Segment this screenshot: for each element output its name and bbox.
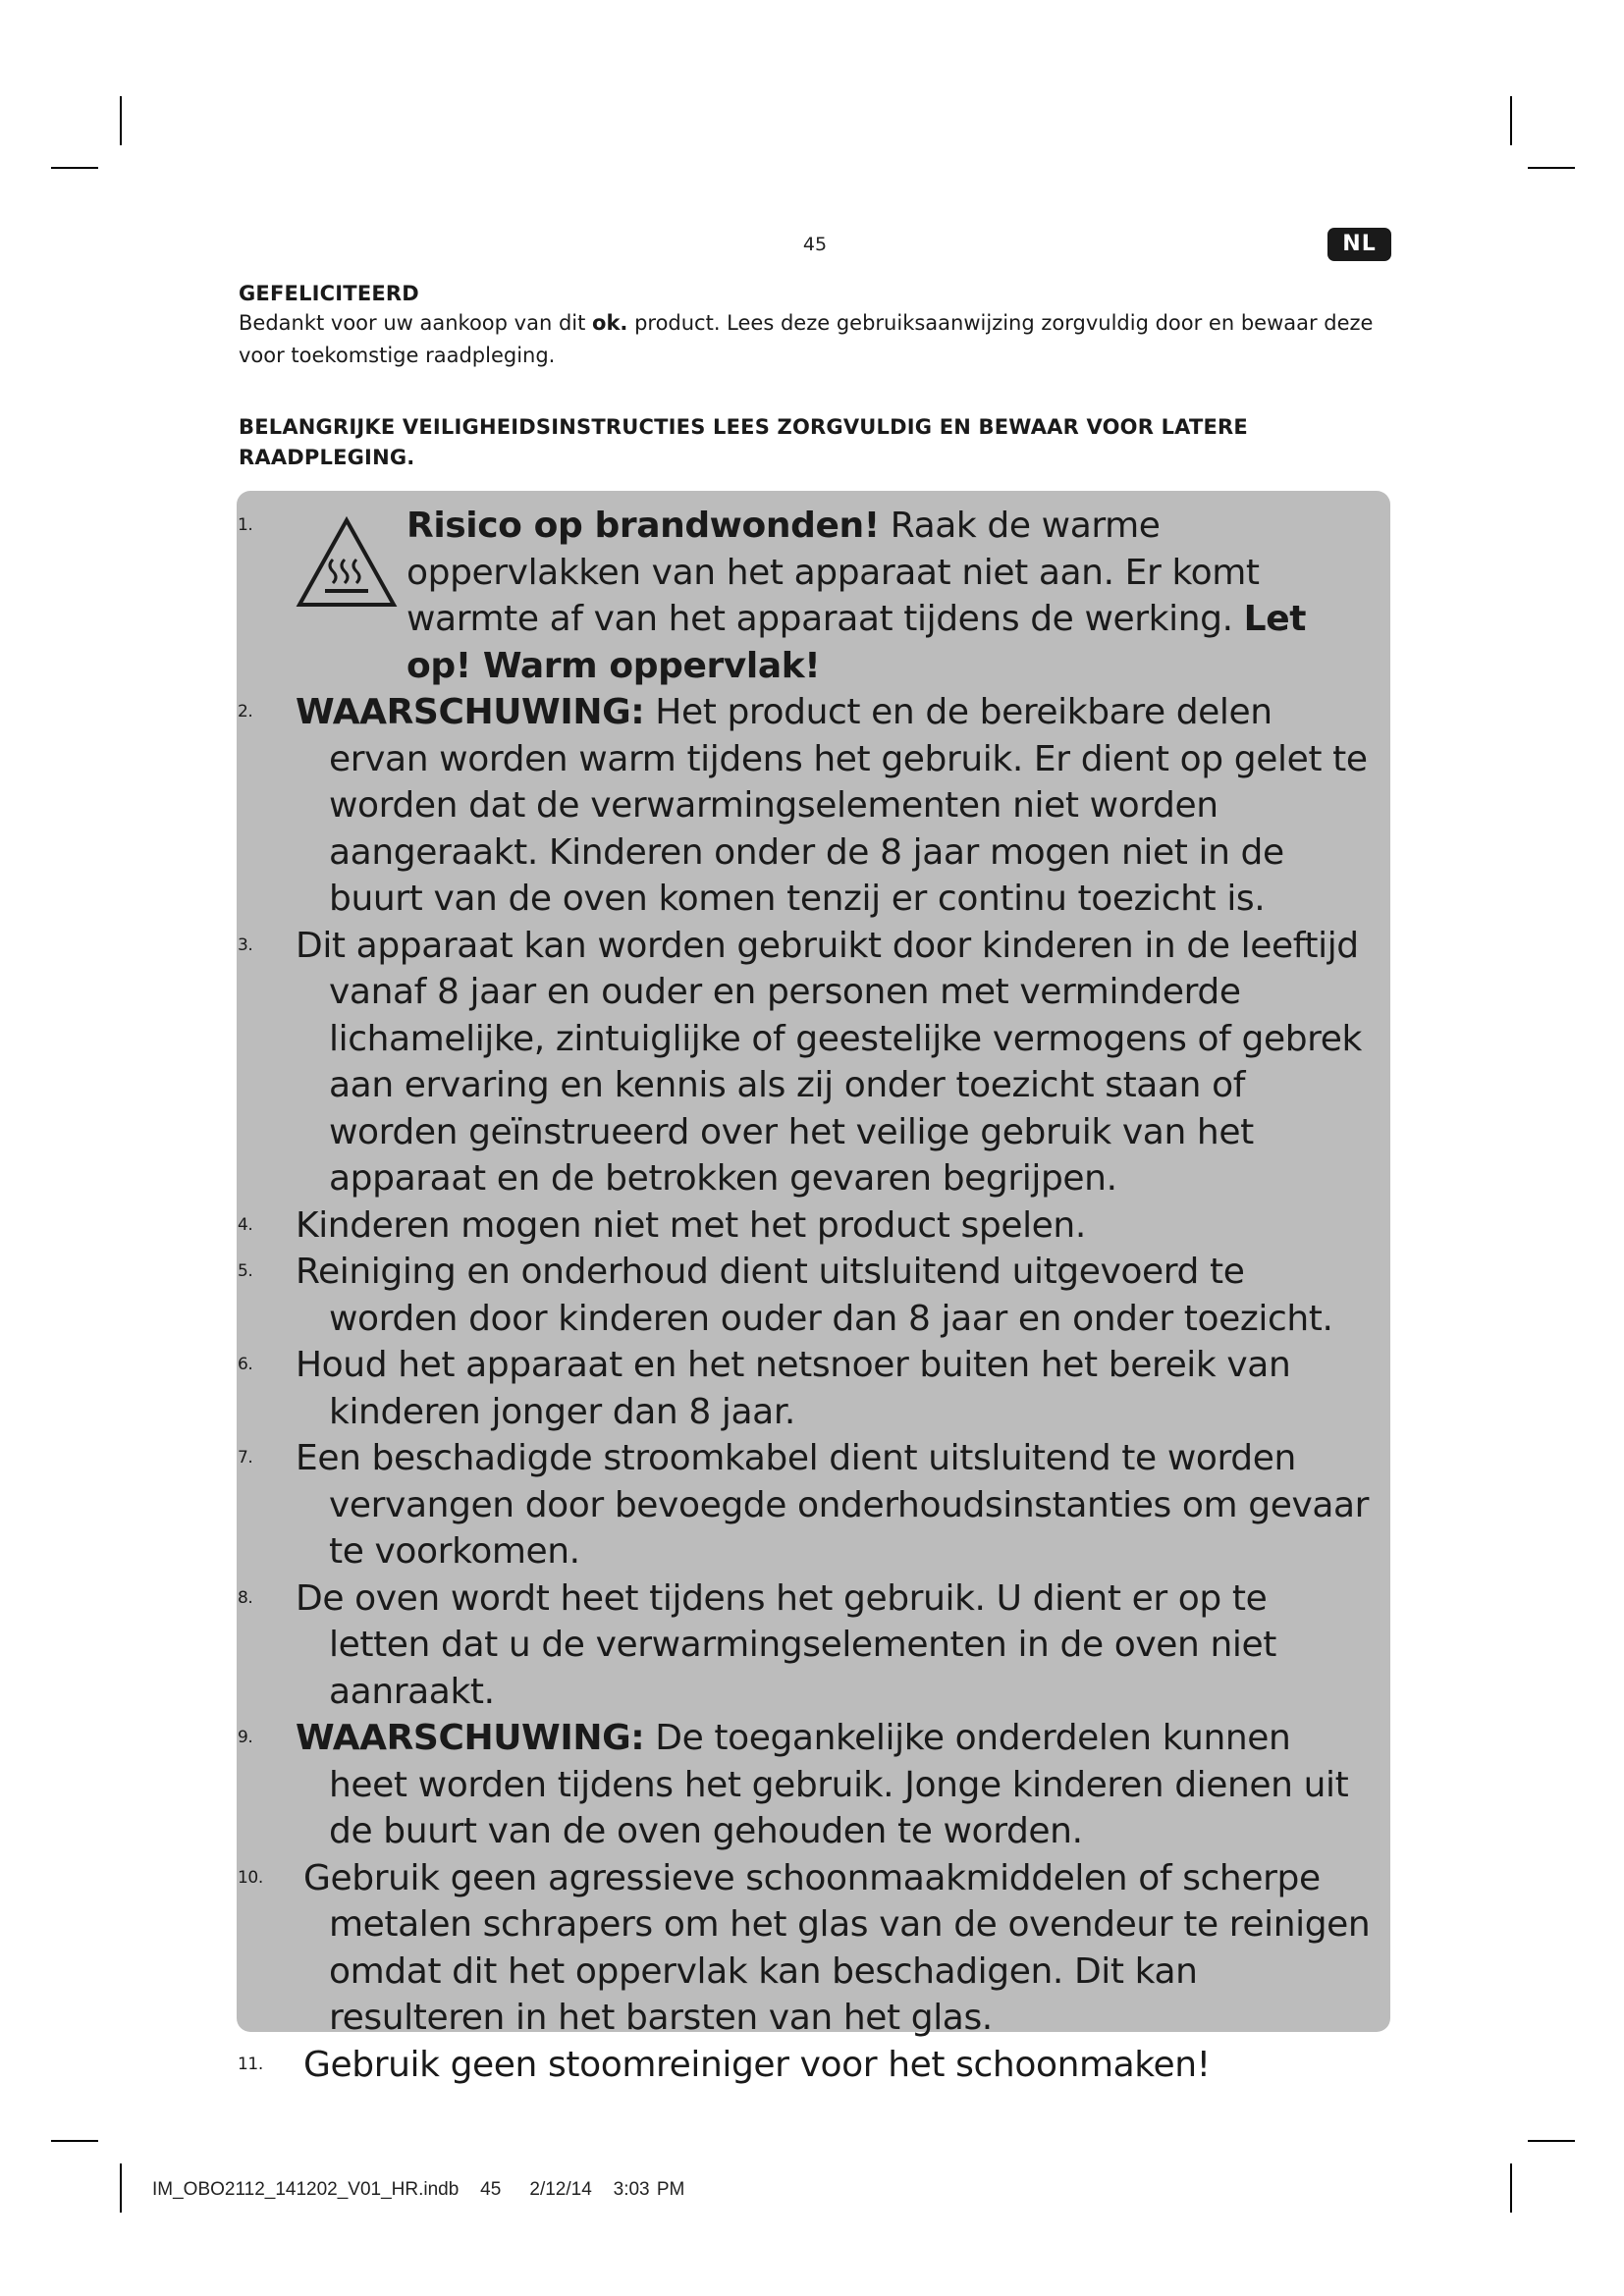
print-file-info: IM_OBO2112_141202_V01_HR.indb 45 2/12/14 3:03 PM bbox=[152, 2179, 685, 2200]
crop-mark bbox=[1528, 167, 1575, 169]
safety-list bbox=[237, 503, 1390, 2088]
item-number: 8. bbox=[238, 1587, 253, 1608]
item-text: Reiniging en onderhoud dient uitsluitend uitgevoerd te worden door kinderen ouder dan 8 jaar en onder toezicht. bbox=[296, 1252, 1333, 1339]
item-number: 11. bbox=[238, 2054, 263, 2074]
page-number: 45 bbox=[802, 234, 828, 255]
safety-item bbox=[237, 1715, 1390, 1855]
language-badge: NL bbox=[1327, 228, 1391, 261]
crop-mark bbox=[1528, 2140, 1575, 2142]
item-text: Gebruik geen agressieve schoonmaakmiddelen of scherpe metalen schrapers om het glas van de ovendeur te reinigen omdat dit het oppervlak kan beschadigen. Dit kan resulteren in het barsten van het glas. bbox=[303, 1857, 1371, 2038]
safety-item bbox=[237, 1435, 1390, 1575]
item-text: Dit apparaat kan worden gebruikt door kinderen in de leeftijd vanaf 8 jaar en ouder en personen met verminderde lichamelijke, zintuiglijke of geestelijke vermogens of gebrek aan ervaring en kennis als zij onder toezicht staan of worden geïnstrueerd over het veilige gebruik van het apparaat en de betrokken gevaren begrijpen. bbox=[296, 925, 1362, 1199]
item-text: De oven wordt heet tijdens het gebruik. U dient er op te letten dat u de verwarmingselementen in de oven niet aanraakt. bbox=[296, 1577, 1276, 1712]
safety-item bbox=[237, 1575, 1390, 1716]
item-text: Het product en de bereikbare delen ervan worden warm tijdens het gebruik. Er dient op gelet te worden dat de verwarmingselementen niet worden aangeraakt. Kinderen onder de 8 jaar mogen niet in de buurt van de oven komen tenzij er continu toezicht is. bbox=[329, 692, 1368, 919]
item-text: De toegankelijke onderdelen kunnen heet worden tijdens het gebruik. Jonge kinderen dienen uit de buurt van de oven gehouden te worden. bbox=[329, 1718, 1349, 1851]
item-number: 2. bbox=[238, 702, 253, 721]
safety-item bbox=[237, 1342, 1390, 1435]
item-number: 6. bbox=[238, 1355, 253, 1374]
item-number: 3. bbox=[238, 934, 253, 955]
item-text: Een beschadigde stroomkabel dient uitsluitend te worden vervangen door bevoegde onderhoudsinstanties om gevaar te voorkomen. bbox=[296, 1438, 1370, 1572]
item-text: Gebruik geen stoomreiniger voor het schoonmaken! bbox=[303, 2044, 1211, 2085]
crop-mark bbox=[51, 2140, 98, 2142]
safety-item bbox=[237, 1249, 1390, 1342]
intro-text-end: product. Lees deze gebruiksaanwijzing zorgvuldig door en bewaar deze voor toekomstige raadpleging. bbox=[239, 311, 1374, 367]
item-tail: Let op! Warm oppervlak! bbox=[406, 599, 1307, 686]
intro-heading: GEFELICITEERD bbox=[239, 282, 419, 305]
item-lead: WAARSCHUWING: bbox=[296, 1718, 645, 1758]
crop-mark bbox=[1510, 96, 1512, 145]
crop-mark bbox=[51, 167, 98, 169]
item-lead: WAARSCHUWING: bbox=[296, 692, 645, 732]
safety-item bbox=[237, 1202, 1390, 1250]
item-number: 7. bbox=[238, 1448, 253, 1468]
safety-instructions-box bbox=[237, 491, 1390, 2085]
item-lead: Risico op brandwonden! bbox=[406, 506, 880, 546]
safety-item bbox=[237, 1855, 1390, 2042]
item-text: Kinderen mogen niet met het product spelen. bbox=[296, 1204, 1086, 1246]
safety-item bbox=[237, 503, 1390, 689]
safety-item bbox=[237, 2042, 1390, 2089]
intro-text-start: Bedankt voor uw aankoop van dit bbox=[239, 311, 593, 335]
intro-text bbox=[239, 307, 1397, 372]
item-number: 10. bbox=[238, 1867, 263, 1888]
item-text: Raak de warme oppervlakken van het apparaat niet aan. Er komt warmte af van het apparaat tijdens de werking. bbox=[406, 506, 1260, 639]
item-number: 4. bbox=[238, 1214, 253, 1235]
crop-mark bbox=[120, 96, 122, 145]
crop-mark bbox=[120, 2163, 122, 2213]
crop-mark bbox=[1510, 2163, 1512, 2213]
item-number: 1. bbox=[238, 515, 253, 535]
item-text: Houd het apparaat en het netsnoer buiten het bereik van kinderen jonger dan 8 jaar. bbox=[296, 1345, 1291, 1432]
safety-heading: BELANGRIJKE VEILIGHEIDSINSTRUCTIES LEES ZORGVULDIG EN BEWAAR VOOR LATERE RAADPLEGING. bbox=[239, 415, 1248, 469]
hot-surface-warning-icon bbox=[296, 516, 398, 609]
safety-item bbox=[237, 689, 1390, 923]
safety-item bbox=[237, 923, 1390, 1202]
brand-name: ok. bbox=[592, 311, 628, 335]
item-number: 9. bbox=[238, 1728, 253, 1747]
item-number: 5. bbox=[238, 1261, 253, 1281]
